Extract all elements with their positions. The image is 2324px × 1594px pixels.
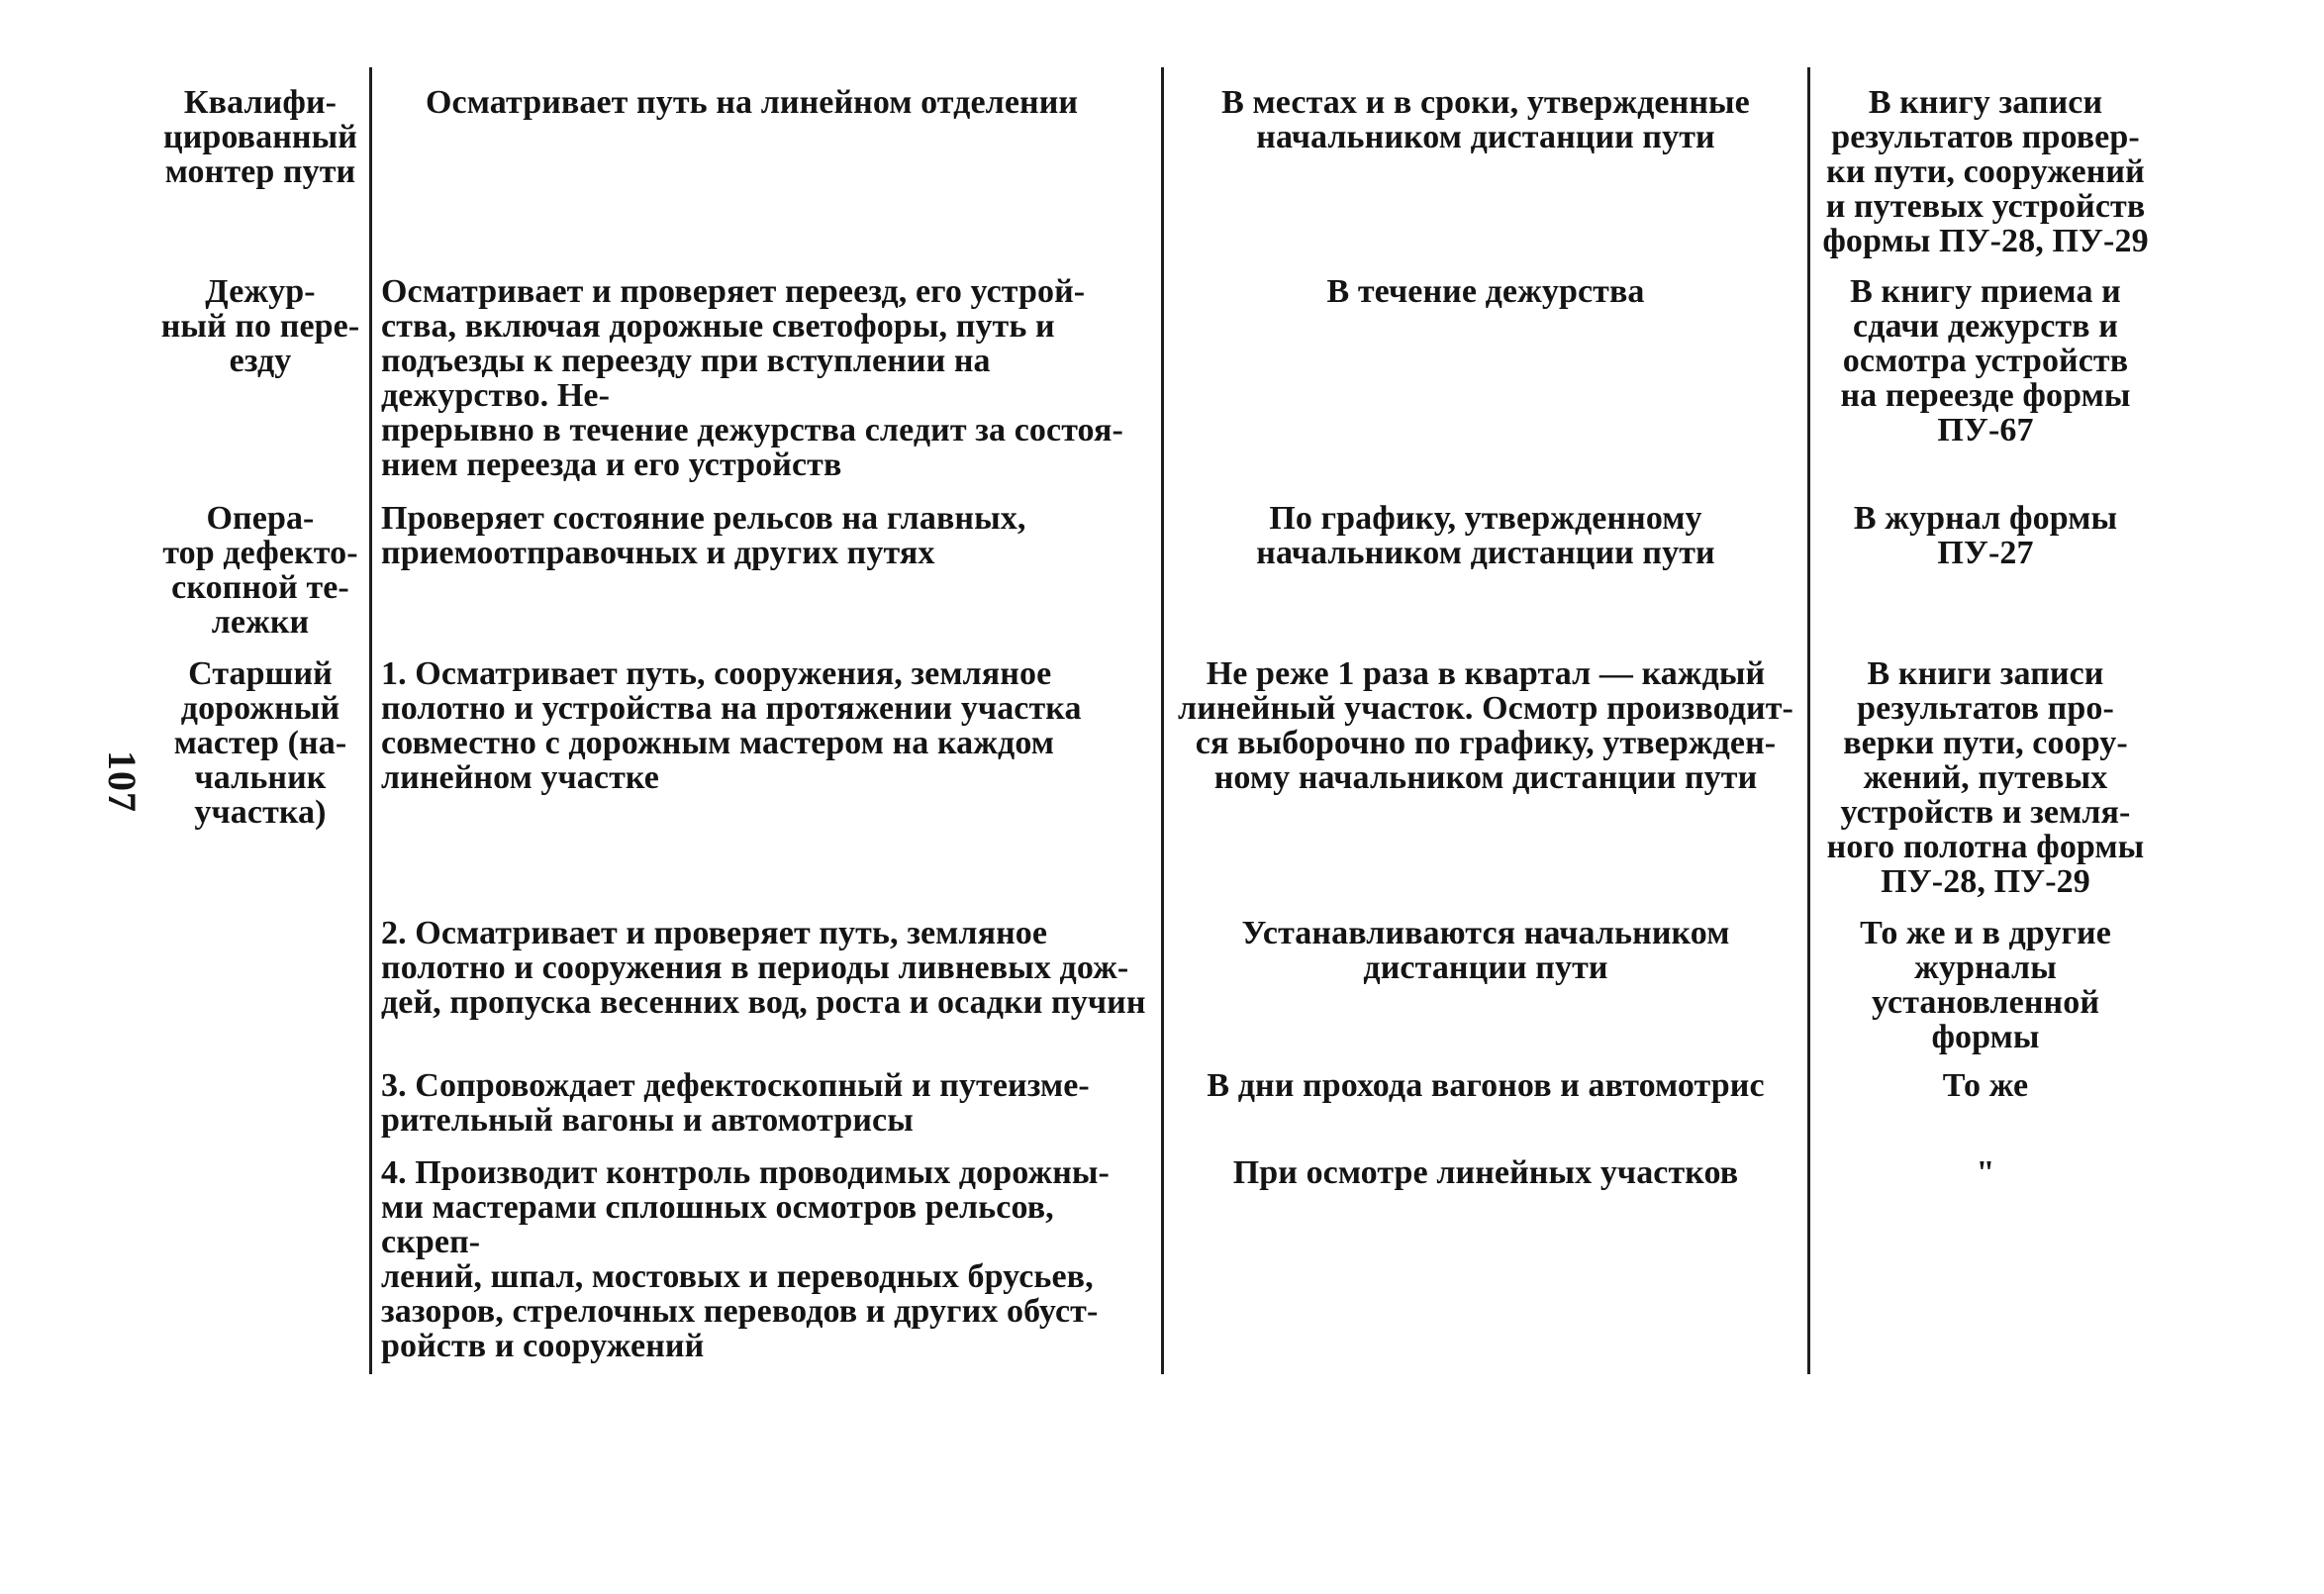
record-cell: В книги записи результатов про- верки пути, соору- жений, путевых устройств и земля- ного полотна формы ПУ-28, ПУ-29 [1826, 655, 2145, 900]
role-cell: Квалифи- цированный монтер пути [163, 84, 357, 190]
column-rule-3 [1807, 67, 1810, 1374]
role-cell: Дежур- ный по пере- езду [160, 273, 360, 379]
column-rule-2 [1161, 67, 1164, 1374]
action-cell: Проверяет состояние рельсов на главных, приемоотправочных и других путях [381, 500, 1026, 571]
role-cell: Опера- тор дефекто- скопной те- лежки [162, 500, 358, 641]
action-cell: 1. Осматривает путь, сооружения, земляное полотно и устройства на протяжении участка совместно с дорожным мастером на каждом линейном участке [381, 655, 1082, 796]
action-cell: Осматривает и проверяет переезд, его устрой- ства, включая дорожные светофоры, путь и подъезды к переезду при вступлении на дежурство. Не- прерывно в течение дежурства следит за состоя- нием переезда и его устройств [381, 273, 1123, 483]
schedule-cell: В дни прохода вагонов и автомотрис [1207, 1067, 1765, 1104]
schedule-cell: Устанавливаются начальником дистанции пути [1241, 915, 1730, 986]
action-cell: 2. Осматривает и проверяет путь, земляное полотно и сооружения в периоды ливневых дож- дей, пропуска весенних вод, роста и осадки пучин [381, 915, 1146, 1021]
record-cell: В книгу приема и сдачи дежурств и осмотра устройств на переезде формы ПУ-67 [1840, 273, 2131, 448]
action-cell: Осматривает путь на линейном отделении [426, 84, 1079, 121]
schedule-cell: По графику, утвержденному начальником дистанции пути [1256, 500, 1715, 571]
record-cell: " [1976, 1154, 1995, 1191]
action-cell: 3. Сопровождает дефектоскопный и путеизме- рительный вагоны и автомотрисы [381, 1067, 1090, 1139]
action-cell: 4. Производит контроль проводимых дорожны- ми мастерами сплошных осмотров рельсов, скреп- лений, шпал, мостовых и переводных брусьев, зазоров, стрелочных переводов и других обуст- ройств и сооружений [381, 1154, 1110, 1364]
schedule-cell: Не реже 1 раза в квартал — каждый линейный участок. Осмотр производит- ся выборочно по графику, утвержден- ному начальником дистанции пути [1178, 655, 1793, 796]
schedule-cell: При осмотре линейных участков [1232, 1154, 1739, 1191]
schedule-cell: В местах и в сроки, утвержденные начальником дистанции пути [1221, 84, 1750, 155]
record-cell: В журнал формы ПУ-27 [1853, 500, 2118, 571]
record-cell: В книгу записи результатов провер- ки пути, сооружений и путевых устройств формы ПУ-28, ПУ-29 [1822, 84, 2149, 259]
record-cell: То же и в другие журналы установленной формы [1860, 915, 2111, 1055]
column-rule-1 [369, 67, 372, 1374]
record-cell: То же [1942, 1067, 2029, 1104]
schedule-cell: В течение дежурства [1326, 273, 1645, 310]
page-number: 107 [100, 750, 145, 813]
role-cell: Старший дорожный мастер (на- чальник участка) [173, 655, 347, 831]
